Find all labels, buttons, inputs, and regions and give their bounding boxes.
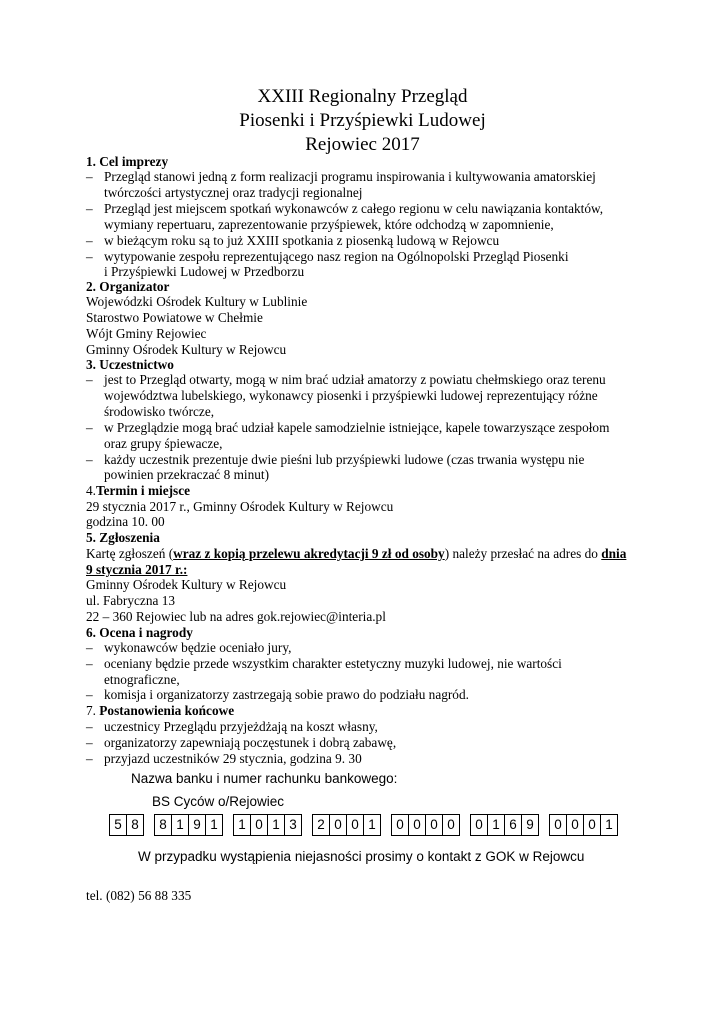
account-digit: 0 [447, 817, 455, 832]
account-digit: 1 [488, 815, 505, 835]
account-digit: 0 [330, 815, 347, 835]
account-group [470, 814, 539, 836]
section-1-heading: 1. Cel imprezy [86, 154, 169, 169]
account-group [391, 814, 460, 836]
s1-item-4-line-1: wytypowanie zespołu reprezentującego nasz region na Ogólnopolski Przegląd Piosenki [104, 249, 569, 264]
address-email-line: 22 – 360 Rejowiec lub na adres gok.rejowiec@interia.pl [86, 609, 386, 624]
account-group [549, 814, 618, 836]
bullet-dash: – [86, 735, 93, 750]
bullet-dash: – [86, 640, 93, 655]
organizer-line: Wójt Gminy Rejowiec [86, 326, 207, 341]
s3-item-1-line-1: jest to Przegląd otwarty, mogą w nim brać udział amatorzy z powiatu chełmskiego oraz terenu [104, 372, 606, 387]
section-6-heading: 6. Ocena i nagrody [86, 625, 193, 640]
account-digit: 0 [584, 815, 601, 835]
account-digit: 1 [368, 817, 376, 832]
s3-item-1-line-3: środowisko twórcze, [104, 404, 215, 419]
account-digit: 2 [313, 815, 330, 835]
s7-item-3: przyjazd uczestników 29 stycznia, godzina 9. 30 [104, 751, 362, 766]
bullet-dash: – [86, 169, 93, 184]
title-line-3: Rejowiec 2017 [305, 134, 420, 155]
organizer-line: Wojewódzki Ośrodek Kultury w Lublinie [86, 294, 308, 309]
organizer-line: Gminny Ośrodek Kultury w Rejowcu [86, 342, 287, 357]
section-7-heading: 7. Postanowienia końcowe [86, 703, 235, 718]
account-digit: 8 [131, 817, 139, 832]
bullet-dash: – [86, 201, 93, 216]
bullet-dash: – [86, 687, 93, 702]
s1-item-2-line-1: Przegląd jest miejscem spotkań wykonawców z całego regionu w celu nawiązania kontaktów, [104, 201, 604, 216]
account-digit: 1 [234, 815, 251, 835]
bank-label: Nazwa banku i numer rachunku bankowego: [131, 771, 398, 786]
s6-item-2-line-2: etnograficzne, [104, 672, 180, 687]
section-2-heading: 2. Organizator [86, 279, 170, 294]
account-digit: 9 [526, 817, 534, 832]
account-digit: 0 [409, 815, 426, 835]
date-place-line: 29 stycznia 2017 r., Gminny Ośrodek Kultury w Rejowcu [86, 499, 394, 514]
s3-item-1-line-2: województwa lubelskiego, wykonawcy piosenki i przyśpiewki ludowej reprezentujący różne [104, 388, 598, 403]
telephone: tel. (082) 56 88 335 [86, 888, 192, 903]
address-line: Gminny Ośrodek Kultury w Rejowcu [86, 577, 287, 592]
s6-item-1: wykonawców będzie oceniało jury, [104, 640, 292, 655]
bullet-dash: – [86, 233, 93, 248]
bullet-dash: – [86, 420, 93, 435]
section-3-heading: 3. Uczestnictwo [86, 357, 174, 372]
account-digit: 3 [289, 817, 297, 832]
bullet-dash: – [86, 249, 93, 264]
account-digit: 1 [268, 815, 285, 835]
account-group [154, 814, 223, 836]
s1-item-3-line-1: w bieżącym roku są to już XXIII spotkania z piosenką ludową w Rejowcu [104, 233, 500, 248]
s7-item-1: uczestnicy Przeglądu przyjeżdżają na koszt własny, [104, 719, 378, 734]
account-digit: 0 [567, 815, 584, 835]
account-digit: 0 [471, 815, 488, 835]
s1-item-4-line-2: i Przyśpiewki Ludowej w Przedborzu [104, 264, 305, 279]
section-4-heading: 4.Termin i miejsce [86, 483, 191, 498]
account-digit: 0 [426, 815, 443, 835]
account-digit: 8 [155, 815, 172, 835]
account-digit: 1 [210, 817, 218, 832]
s6-item-2-line-1: oceniany będzie przede wszystkim charakter estetyczny muzyki ludowej, nie wartości [104, 656, 562, 671]
account-group [312, 814, 381, 836]
account-digit: 0 [392, 815, 409, 835]
account-digit: 0 [251, 815, 268, 835]
s1-item-1-line-2: twórczości artystycznej oraz tradycji regionalnej [104, 185, 363, 200]
account-number [109, 814, 618, 836]
bullet-dash: – [86, 719, 93, 734]
s3-item-3-line-2: powinien przekraczać 8 minut) [104, 467, 270, 482]
bank-name: BS Cyców o/Rejowiec [152, 794, 285, 809]
s1-item-1-line-1: Przegląd stanowi jedną z form realizacji programu inspirowania i kultywowania amatorskiej [104, 169, 596, 184]
s3-item-3-line-1: każdy uczestnik prezentuje dwie pieśni lub przyśpiewki ludowe (czas trwania występu nie [104, 452, 585, 467]
time-line: godzina 10. 00 [86, 514, 165, 529]
account-digit: 5 [110, 815, 127, 835]
account-digit: 1 [172, 815, 189, 835]
s1-item-2-line-2: wymiany repertuaru, zaprezentowanie przyśpiewek, które odchodzą w zapomnienie, [104, 217, 554, 232]
application-paragraph: Kartę zgłoszeń (wraz z kopią przelewu akredytacji 9 zł od osoby) należy przesłać na adres do dnia [86, 546, 627, 561]
bullet-dash: – [86, 751, 93, 766]
contact-note: W przypadku wystąpienia niejasności prosimy o kontakt z GOK w Rejowcu [138, 849, 585, 864]
account-digit: 1 [605, 817, 613, 832]
bullet-dash: – [86, 656, 93, 671]
s3-item-2-line-1: w Przeglądzie mogą brać udział kapele samodzielnie istniejące, kapele towarzyszące zespołom [104, 420, 610, 435]
title-line-1: XXIII Regionalny Przegląd [257, 86, 468, 107]
s3-item-2-line-2: oraz grupy śpiewacze, [104, 436, 223, 451]
account-group [233, 814, 302, 836]
bullet-dash: – [86, 452, 93, 467]
application-deadline: 9 stycznia 2017 r.: [86, 562, 188, 577]
account-digit: 9 [189, 815, 206, 835]
s7-item-2: organizatorzy zapewniają poczęstunek i dobrą zabawę, [104, 735, 397, 750]
section-5-heading: 5. Zgłoszenia [86, 530, 160, 545]
title-line-2: Piosenki i Przyśpiewki Ludowej [239, 110, 486, 131]
account-group [109, 814, 144, 836]
address-line: ul. Fabryczna 13 [86, 593, 175, 608]
organizer-line: Starostwo Powiatowe w Chełmie [86, 310, 263, 325]
s6-item-3: komisja i organizatorzy zastrzegają sobie prawo do podziału nagród. [104, 687, 469, 702]
account-digit: 0 [550, 815, 567, 835]
bullet-dash: – [86, 372, 93, 387]
account-digit: 0 [347, 815, 364, 835]
account-digit: 6 [505, 815, 522, 835]
